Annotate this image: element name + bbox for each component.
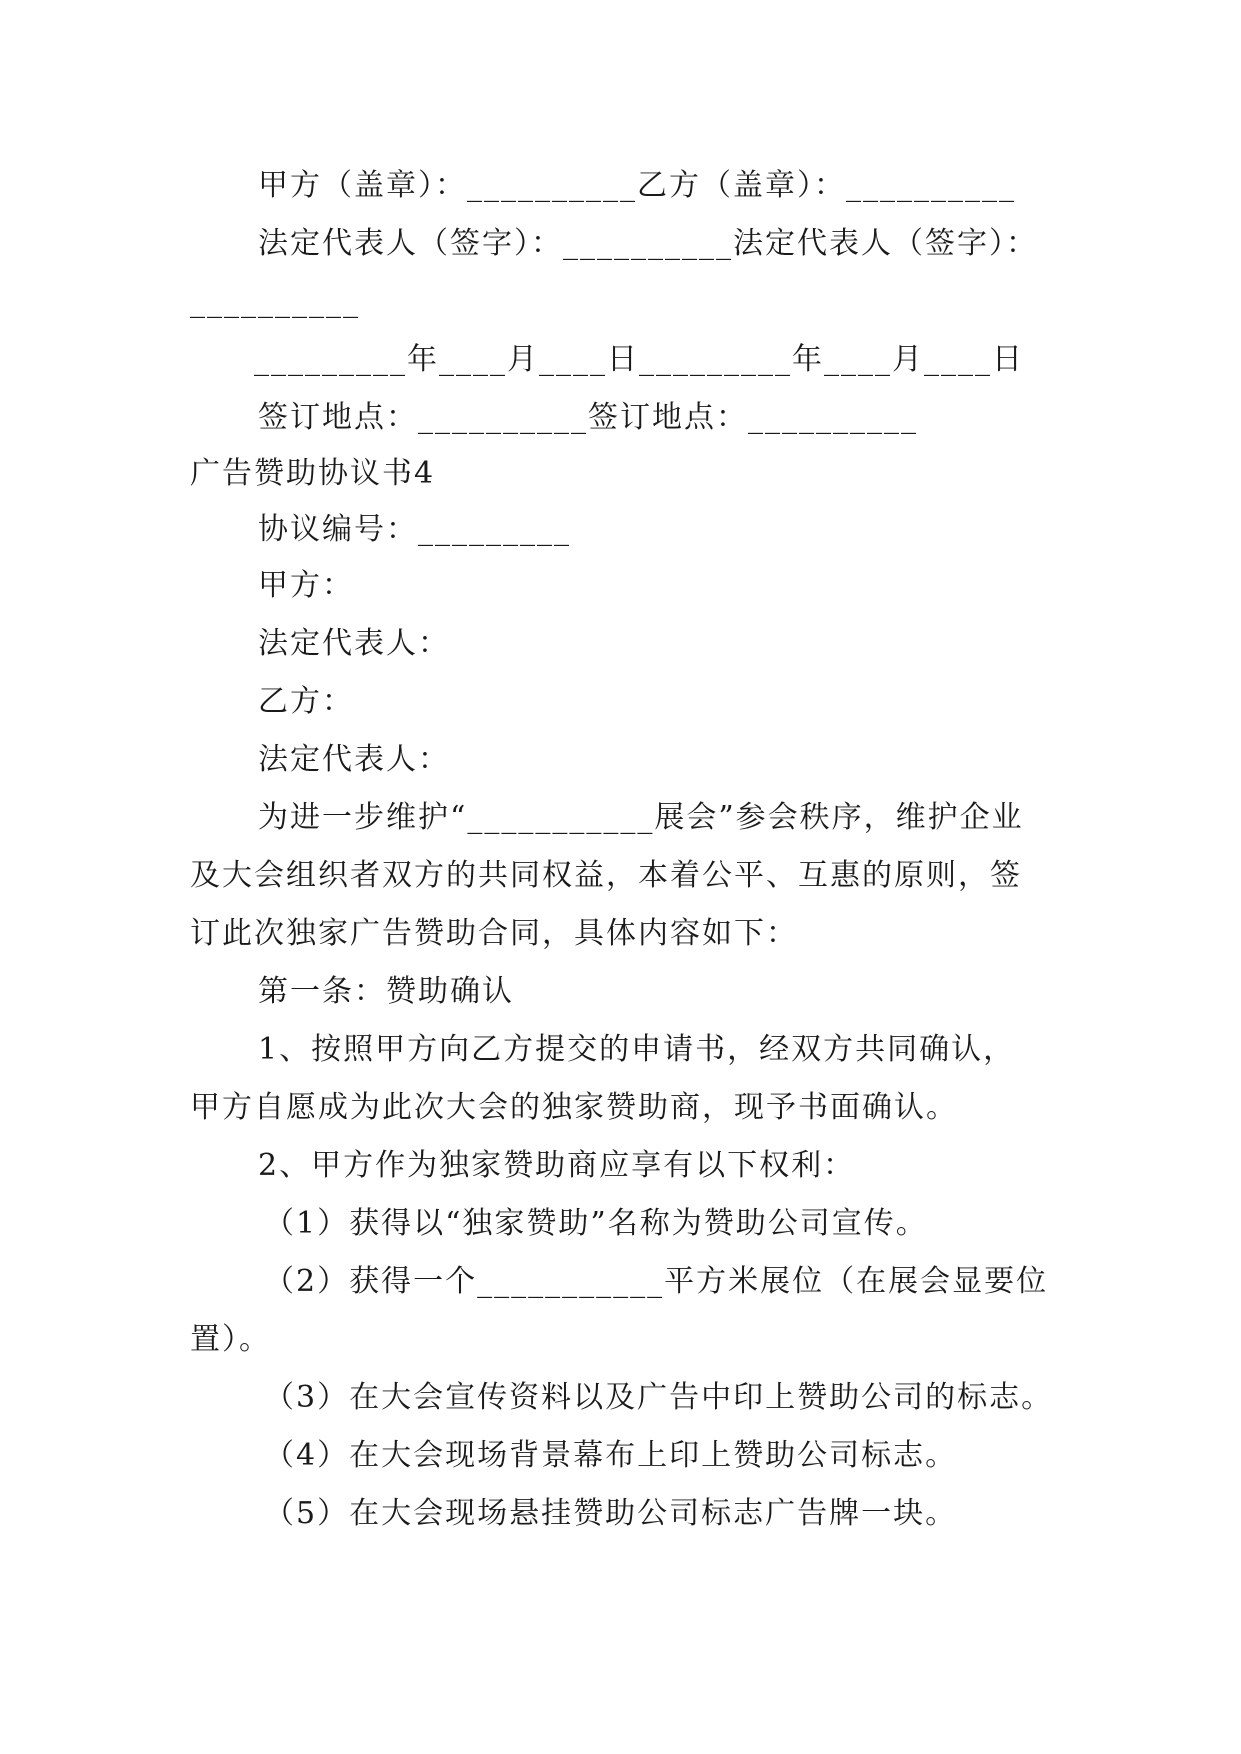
- preamble-line-1: 为进一步维护“___________展会”参会秩序，维护企业: [258, 800, 1024, 835]
- right-item-1: （1）获得以“独家赞助”名称为赞助公司宣传。: [264, 1206, 928, 1241]
- clause-1-line-2: 甲方自愿成为此次大会的独家赞助商，现予书面确认。: [190, 1090, 958, 1125]
- article-one-heading: 第一条：赞助确认: [258, 974, 514, 1009]
- section-title: 广告赞助协议书4: [190, 456, 436, 491]
- clause-1-line-1: 1、按照甲方向乙方提交的申请书，经双方共同确认，: [258, 1032, 1016, 1067]
- party-a-representative-line: 法定代表人：: [258, 626, 450, 661]
- signature-blank-continuation: __________: [190, 284, 360, 319]
- clause-2-heading: 2、甲方作为独家赞助商应享有以下权利：: [258, 1148, 856, 1183]
- signing-place-line: 签订地点：__________签订地点：__________: [258, 400, 918, 435]
- party-b-representative-line: 法定代表人：: [258, 742, 450, 777]
- right-item-4: （4）在大会现场背景幕布上印上赞助公司标志。: [264, 1438, 958, 1473]
- party-a-line: 甲方：: [258, 568, 354, 603]
- right-item-3: （3）在大会宣传资料以及广告中印上赞助公司的标志。: [264, 1380, 1054, 1415]
- signature-seal-line: 甲方（盖章）：__________乙方（盖章）：__________: [258, 168, 1016, 203]
- right-item-5: （5）在大会现场悬挂赞助公司标志广告牌一块。: [264, 1496, 958, 1531]
- agreement-number-line: 协议编号：_________: [258, 512, 571, 547]
- preamble-line-3: 订此次独家广告赞助合同，具体内容如下：: [190, 916, 798, 951]
- right-item-2: （2）获得一个___________平方米展位（在展会显要位: [264, 1264, 1049, 1299]
- right-item-2-continuation: 置）。: [190, 1322, 271, 1357]
- legal-representative-signature-line: 法定代表人（签字）：__________法定代表人（签字）：: [258, 226, 1038, 261]
- preamble-line-2: 及大会组织者双方的共同权益，本着公平、互惠的原则，签: [190, 858, 1022, 893]
- party-b-line: 乙方：: [258, 684, 354, 719]
- date-line: _________年____月____日_________年____月____日: [254, 342, 1024, 377]
